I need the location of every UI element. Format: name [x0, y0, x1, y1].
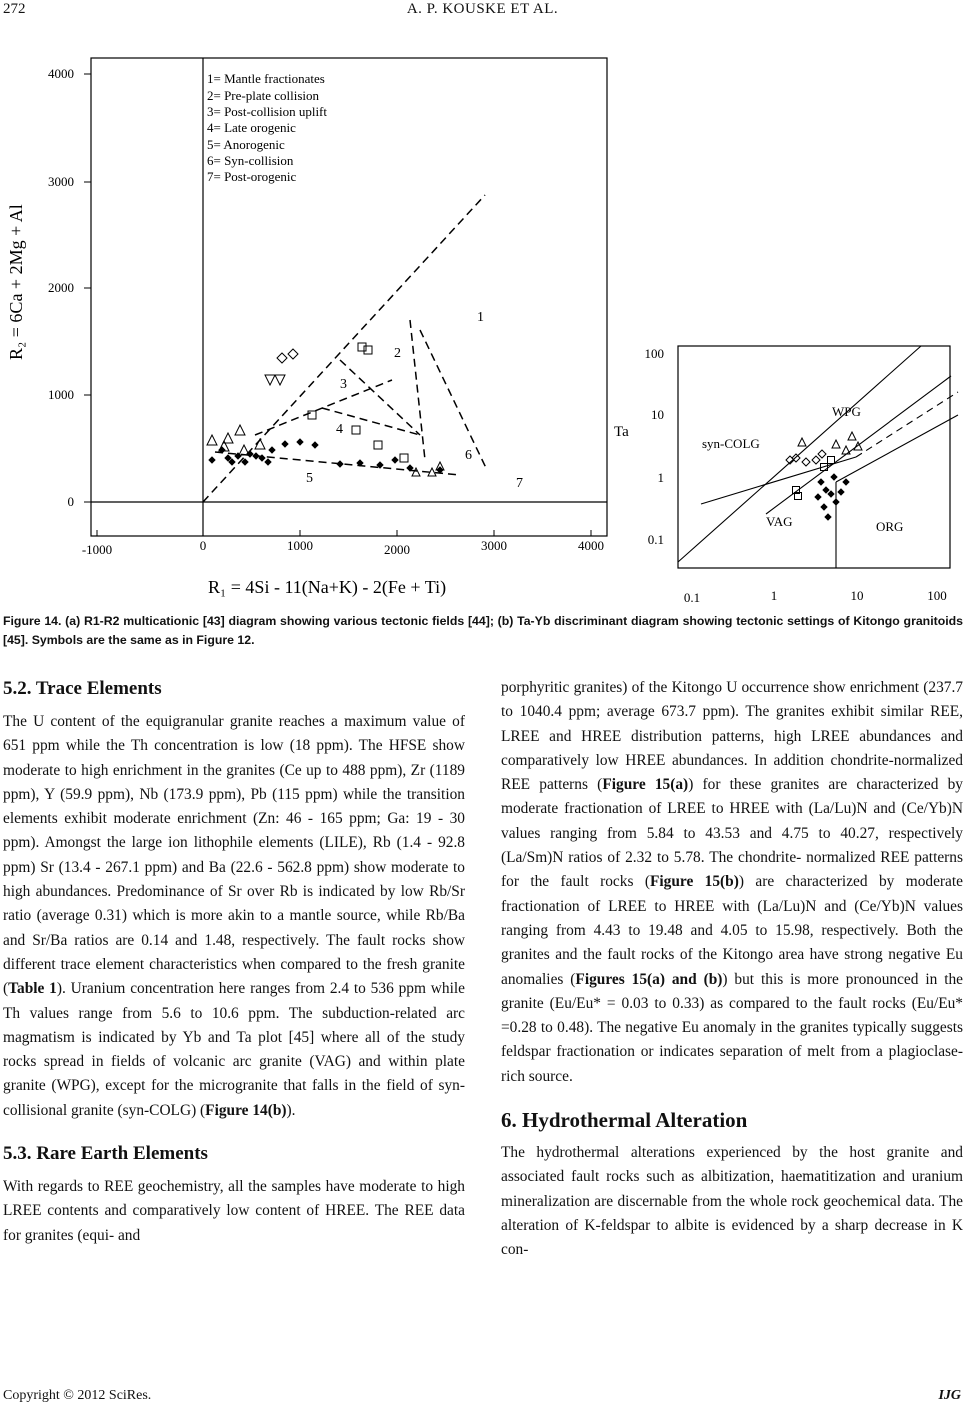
- sample-marker: [400, 454, 408, 462]
- field-label: 2: [394, 346, 401, 361]
- field-label: 7: [516, 476, 523, 491]
- x-tick-label: 10: [850, 588, 864, 603]
- sample-marker: [308, 411, 316, 419]
- figure-reference: Figures 15(a) and (b): [575, 970, 723, 988]
- figure-14a-r1r2-diagram: [0, 30, 620, 610]
- field-label: 1: [477, 310, 484, 325]
- sample-marker: [812, 456, 820, 464]
- sample-marker: [253, 453, 259, 459]
- y-tick-label: 0: [67, 494, 74, 509]
- sample-marker: [235, 425, 245, 435]
- running-head: A. P. KOUSKE ET AL.: [406, 1, 559, 17]
- sample-points: [786, 432, 862, 520]
- x-tick-label: 4000: [578, 538, 604, 553]
- x-tick-label: 2000: [384, 542, 410, 557]
- sample-marker: [832, 440, 840, 448]
- sample-marker: [229, 459, 235, 465]
- field-label: 4: [336, 422, 343, 437]
- legend-item: 3= Post-collision uplift: [207, 104, 328, 119]
- legend-item: 5= Anorogenic: [207, 137, 285, 152]
- sample-marker: [242, 459, 248, 465]
- sample-marker: [358, 343, 366, 351]
- journal-name: IJG: [938, 1388, 961, 1403]
- paragraph-trace-elements: The U content of the equigranular granite reaches a maximum value of 651 ppm while the Th concentration is low (18 ppm). The HFSE show moderate to high enrichment in the granites (Ce up to 488 ppm), Zr (1189 ppm), Y (59.9 ppm), Nb (173.9 ppm), Pb (115 ppm) while the transition elements exhibit moderate enrichment (Zn: 46 - 165 ppm; Ga: 19 - 30 ppm). Amongst the large ion lithophile elements (LILE), Rb (1.4 - 92.8 ppm) Sr (13.4 - 267.1 ppm) and Ba (22.6 - 562.8 ppm) show moderate to high abundances. Predominance of Sr over Rb is indicated by low Rb/Sr ratio (average 0.31) which is more akin to a mantle source, while Rb/Ba and Sr/Ba ratios are 0.14 and 1.48, respectively. The fault rocks show different trace element characteristics when compared to the fresh granite (Table 1). Uranium concentration here ranges from 2.4 to 536 ppm while Th values range from 5.6 to 10.6 ppm. The subduction-related arc magmatism is indicated by Yb and Ta plot [45] where all of the study rocks spread in fields of volcanic arc granite (VAG) and within plate granite (WPG), except for the microgranite that falls in the field of syn-collisional granite (syn-COLG) (Figure 14(b)).: [3, 713, 465, 1119]
- sample-marker: [225, 455, 231, 461]
- x-tick-label: 0.1: [683, 590, 701, 605]
- sample-marker: [828, 491, 834, 497]
- sample-marker: [269, 447, 275, 453]
- page-number: 272: [3, 1, 26, 17]
- legend-item: 2= Pre-plate collision: [207, 88, 320, 103]
- sample-marker: [848, 432, 856, 440]
- sample-marker: [818, 450, 826, 458]
- sample-marker: [831, 474, 837, 480]
- sample-marker: [815, 494, 821, 500]
- figure-14: [0, 30, 965, 610]
- sample-marker: [843, 479, 849, 485]
- legend-item: 6= Syn-collision: [207, 153, 294, 168]
- y-tick-label: 100: [644, 346, 664, 361]
- sample-marker: [412, 468, 420, 476]
- sample-marker: [392, 457, 398, 463]
- sample-marker: [337, 461, 343, 467]
- sample-marker: [265, 375, 275, 385]
- sample-marker: [828, 457, 835, 464]
- paragraph-ree-continued: porphyritic granites) of the Kitongo U occurrence show enrichment (237.7 to 1040.4 ppm; average 673.7 ppm). The granites exhibit similar REE, LREE and HREE distribution patterns, high LREE abundances and comparatively low HREE abundances. In addition chondrite-normalized REE patterns (Figure 15(a)) for these granites are characterized by moderate fractionation of LREE to HREE with (La/Lu)N and (Ce/Yb)N values ranging from 5.84 to 43.53 and 4.75 to 40.27, respectively (La/Sm)N ratios of 2.32 to 5.78. The chondrite- normalized REE patterns for the fault rocks (Figure 15(b)) are characterized by moderate fractionation of LREE to HREE with (La/Lu)N and (Ce/Yb)N values ranging from 4.43 to 19.48 and 4.05 to 15.98, respectively. Both the granites and the fault rocks of the Kitongo area have strong negative Eu anomalies (Figures 15(a) and (b)) but this is more pronounced in the granite (Eu/Eu* = 0.03 to 0.33) as compared to the fault rocks (Eu/Eu* =0.28 to 0.48). The negative Eu anomaly in the granites typically suggests feldspar fractionation or indicates separation of melt from a plagioclase-rich source.: [501, 679, 964, 1085]
- x-axis-label: R₁ = 4Si - 11(Na+K) - 2(Fe + Ti): [208, 577, 447, 597]
- section-heading-trace-elements: 5.2. Trace Elements: [3, 678, 162, 699]
- sample-marker: [825, 514, 831, 520]
- sample-marker: [821, 504, 827, 510]
- plot-frame: [678, 346, 950, 568]
- field-label: syn-COLG: [702, 436, 760, 451]
- legend-item: 4= Late orogenic: [207, 120, 296, 135]
- section-heading-rare-earth-elements: 5.3. Rare Earth Elements: [3, 1143, 208, 1165]
- sample-marker: [312, 442, 318, 448]
- copyright: Copyright © 2012 SciRes.: [3, 1388, 152, 1403]
- y-tick-label: 1: [657, 470, 664, 485]
- sample-marker: [207, 435, 217, 445]
- table-reference: Table 1: [8, 980, 57, 998]
- y-tick-label: 1000: [48, 387, 74, 402]
- sample-marker: [823, 487, 829, 493]
- y-tick-label: 0.1: [647, 532, 664, 547]
- y-tick-label: 2000: [48, 280, 74, 295]
- sample-marker: [838, 489, 844, 495]
- field-label: 5: [306, 471, 313, 486]
- x-tick-label: -1000: [81, 542, 113, 557]
- sample-marker: [802, 458, 810, 466]
- figure-caption: Figure 14. (a) R1-R2 multicationic [43] diagram showing various tectonic fields [44]; (b) Ta-Yb discriminant diagram showing tectonic settings of Kitongo granitoids [45]. Symbols are the same as in Figure 12.: [3, 614, 963, 647]
- sample-marker: [282, 441, 288, 447]
- figure-14b-ta-yb-diagram: [606, 332, 960, 612]
- section-heading-hydrothermal-alteration: 6. Hydrothermal Alteration: [501, 1108, 748, 1133]
- x-tick-label: 1: [770, 588, 778, 603]
- sample-marker: [297, 439, 303, 445]
- sample-marker: [275, 375, 285, 385]
- sample-marker: [364, 346, 372, 354]
- x-tick-label: 0: [199, 538, 207, 553]
- left-column: [3, 676, 465, 1248]
- y-axis-label: Ta: [614, 424, 629, 440]
- legend-item: 7= Post-orogenic: [207, 169, 297, 184]
- y-axis-label: R₂ = 6Ca + 2Mg + Al: [6, 204, 26, 360]
- x-tick-label: 3000: [481, 538, 507, 553]
- paragraph-hydrothermal: The hydrothermal alterations experienced by the host granite and associated fault rocks such as albitization, haematitization and uranium mineralization are discernable from the whole rock geochemical data. The alteration of K-feldspar to albite is evidenced by a sharp decrease in K con-: [501, 1144, 963, 1259]
- field-label: 6: [465, 448, 472, 463]
- field-label: VAG: [766, 514, 793, 529]
- legend-item: 1= Mantle fractionates: [207, 71, 325, 86]
- field-label: 3: [340, 377, 347, 392]
- figure-reference: Figure 15(a): [602, 776, 689, 794]
- field-label: ORG: [876, 519, 904, 534]
- right-column: [501, 676, 963, 1263]
- paragraph-ree: With regards to REE geochemistry, all the samples have moderate to high LREE contents and comparatively low content of HREE. The REE data for granites (equi- and: [3, 1178, 465, 1244]
- figure-reference: Figure 15(b): [649, 873, 739, 891]
- sample-marker: [798, 438, 806, 446]
- y-tick-label: 10: [651, 407, 664, 422]
- sample-marker: [833, 499, 839, 505]
- page-header: [0, 0, 965, 26]
- sample-marker: [288, 349, 298, 359]
- y-tick-label: 4000: [48, 66, 74, 81]
- field-label: WPG: [832, 404, 861, 419]
- sample-marker: [265, 459, 271, 465]
- sample-marker: [818, 479, 824, 485]
- figure-reference: Figure 14(b): [205, 1101, 287, 1119]
- sample-marker: [277, 353, 287, 363]
- y-tick-label: 3000: [48, 174, 74, 189]
- sample-marker: [374, 441, 382, 449]
- x-tick-label: 1000: [287, 538, 313, 553]
- sample-marker: [209, 457, 215, 463]
- x-tick-label: 100: [927, 588, 947, 603]
- sample-marker: [352, 426, 360, 434]
